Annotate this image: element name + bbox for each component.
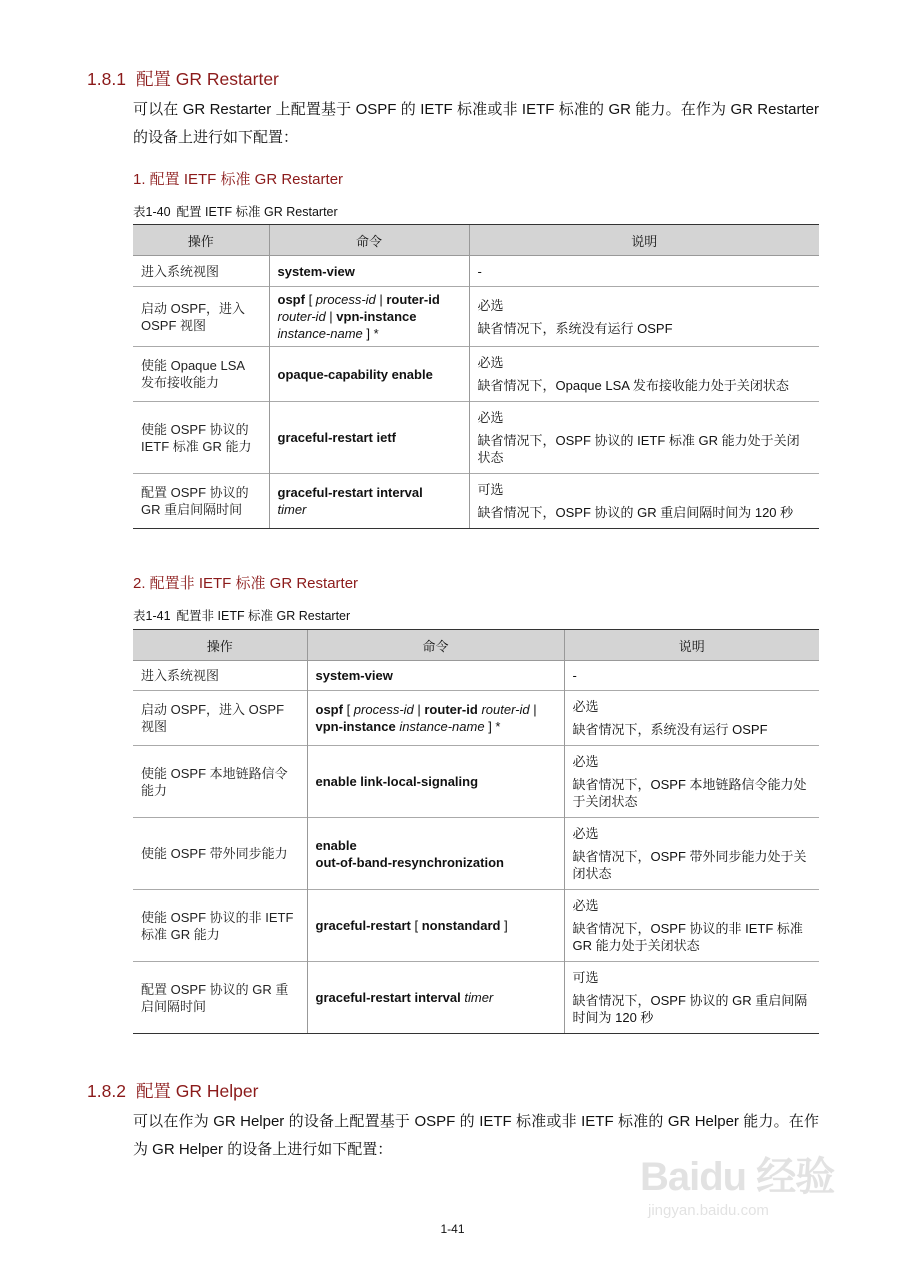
cell-description — [469, 287, 819, 347]
table-row — [133, 818, 819, 890]
table-row — [133, 890, 819, 962]
description-text: 缺省情况下，OSPF 协议的非 IETF 标准 GR 能力处于关闭状态 — [572, 921, 803, 953]
cmd-keyword: ospf — [277, 292, 305, 307]
table-row — [133, 691, 819, 746]
cell-operation: 使能 Opaque LSA 发布接收能力 — [133, 347, 269, 402]
section-heading-1-8-2 — [87, 1078, 258, 1103]
cmd-keyword: router-id — [424, 702, 478, 717]
description-text: 缺省情况下，系统没有运行 OSPF — [572, 722, 768, 737]
cmd-param: router-id — [481, 702, 530, 717]
description-text: 缺省情况下，OSPF 本地链路信令能力处于关闭状态 — [572, 777, 807, 809]
cmd-keyword: ospf — [315, 702, 343, 717]
table-non-ietf-gr-restarter — [133, 629, 819, 1034]
requirement: 必选 — [572, 898, 599, 913]
requirement: 必选 — [572, 754, 599, 769]
cmd-keyword: out-of-band-resynchronization — [315, 854, 504, 870]
cell-operation: 使能 OSPF 协议的非 IETF 标准 GR 能力 — [133, 890, 307, 962]
cell-command — [307, 746, 564, 818]
cmd-syntax: ] — [500, 918, 508, 933]
cell-description: - — [469, 256, 819, 287]
cmd-param: router-id — [277, 309, 326, 324]
cell-operation: 配置 OSPF 协议的 GR 重启间隔时间 — [133, 474, 269, 529]
table-row — [133, 347, 819, 402]
requirement: 必选 — [477, 410, 504, 425]
table-row — [133, 287, 819, 347]
table-header-row — [133, 630, 819, 661]
cmd-syntax: [ — [304, 292, 316, 307]
table-row — [133, 256, 819, 287]
section-title: 配置 GR Helper — [135, 1081, 259, 1101]
cmd-keyword: graceful-restart ietf — [277, 430, 396, 445]
cell-operation: 使能 OSPF 协议的 IETF 标准 GR 能力 — [133, 402, 269, 474]
cell-command — [269, 474, 469, 529]
cmd-keyword: system-view — [315, 668, 393, 683]
cmd-keyword: graceful-restart interval — [277, 485, 423, 500]
table-row — [133, 402, 819, 474]
header-description: 说明 — [469, 225, 819, 256]
section-intro-paragraph: 可以在作为 GR Helper 的设备上配置基于 OSPF 的 IETF 标准或非 IETF 标准的 GR Helper 能力。在作为 GR Helper 的设备上进行如下配置： — [133, 1113, 819, 1158]
description-text: 缺省情况下，系统没有运行 OSPF — [477, 320, 673, 336]
cell-command — [307, 661, 564, 691]
cell-description — [564, 890, 819, 962]
caption-number: 表1-40 — [133, 205, 171, 219]
cell-operation: 启动 OSPF，进入 OSPF 视图 — [133, 691, 307, 746]
cmd-syntax: | — [413, 702, 425, 717]
cell-operation: 使能 OSPF 带外同步能力 — [133, 818, 307, 890]
cmd-param: process-id — [315, 292, 376, 307]
cmd-syntax: | — [375, 292, 387, 307]
cmd-keyword: system-view — [277, 263, 355, 279]
cell-command — [307, 691, 564, 746]
subsection-heading-non-ietf: 2. 配置非 IETF 标准 GR Restarter — [133, 575, 359, 592]
cmd-syntax: | — [529, 702, 537, 717]
table-row — [133, 962, 819, 1034]
cell-operation: 使能 OSPF 本地链路信令能力 — [133, 746, 307, 818]
table-row — [133, 474, 819, 529]
cell-description — [564, 746, 819, 818]
header-command: 命令 — [269, 225, 469, 256]
caption-text: 配置 IETF 标准 GR Restarter — [176, 205, 338, 219]
requirement: 可选 — [572, 970, 599, 985]
requirement: 必选 — [477, 355, 504, 370]
cell-description — [564, 962, 819, 1034]
cell-description — [564, 818, 819, 890]
page-number: 1-41 — [440, 1222, 465, 1236]
subsection-heading-ietf: 1. 配置 IETF 标准 GR Restarter — [133, 171, 344, 188]
requirement: 必选 — [572, 826, 599, 841]
cmd-keyword: vpn-instance — [336, 309, 417, 324]
cmd-param: timer — [277, 502, 307, 517]
section-intro-paragraph: 可以在 GR Restarter 上配置基于 OSPF 的 IETF 标准或非 IETF 标准的 GR 能力。在作为 GR Restarter 的设备上进行如下配置： — [133, 101, 819, 146]
cell-command — [307, 962, 564, 1034]
header-description: 说明 — [564, 630, 819, 661]
cmd-syntax: ] * — [362, 326, 379, 341]
table-caption-1-41 — [133, 606, 350, 624]
cell-command — [307, 818, 564, 890]
cell-operation: 启动 OSPF，进入 OSPF 视图 — [133, 287, 269, 347]
requirement: 必选 — [477, 297, 504, 313]
watermark-brand: Baidu 经验 — [640, 1155, 835, 1199]
cell-command — [269, 347, 469, 402]
cell-description — [469, 474, 819, 529]
cmd-syntax: ] * — [484, 719, 501, 734]
section-heading-1-8-1 — [87, 66, 279, 91]
cell-command — [269, 402, 469, 474]
cell-command — [269, 287, 469, 347]
cmd-syntax: [ — [410, 918, 422, 933]
cmd-param: instance-name — [399, 719, 485, 734]
header-operation: 操作 — [133, 225, 269, 256]
cmd-keyword: vpn-instance — [315, 719, 396, 734]
cmd-keyword: opaque-capability enable — [277, 366, 433, 382]
table-row — [133, 746, 819, 818]
description-text: 缺省情况下，OSPF 协议的 IETF 标准 GR 能力处于关闭状态 — [477, 433, 800, 465]
cmd-keyword: enable — [315, 837, 357, 853]
cmd-syntax: [ — [342, 702, 354, 717]
description-text: 缺省情况下，OSPF 协议的 GR 重启间隔时间为 120 秒 — [572, 993, 808, 1025]
cmd-param: instance-name — [277, 326, 363, 341]
table-row — [133, 661, 819, 691]
cell-description — [469, 402, 819, 474]
caption-number: 表1-41 — [133, 609, 171, 623]
cell-command — [307, 890, 564, 962]
section-number: 1.8.2 — [87, 1081, 126, 1101]
header-operation: 操作 — [133, 630, 307, 661]
cmd-keyword: nonstandard — [421, 918, 501, 933]
cmd-keyword: graceful-restart — [315, 918, 411, 933]
cmd-keyword: graceful-restart interval — [315, 990, 461, 1005]
description-text: 缺省情况下，Opaque LSA 发布接收能力处于关闭状态 — [477, 378, 789, 393]
cell-command — [269, 256, 469, 287]
table-caption-1-40 — [133, 202, 338, 220]
section-title: 配置 GR Restarter — [135, 69, 279, 89]
cmd-param: timer — [464, 990, 494, 1005]
cell-operation: 配置 OSPF 协议的 GR 重启间隔时间 — [133, 962, 307, 1034]
cell-operation: 进入系统视图 — [133, 256, 269, 287]
cmd-keyword: enable link-local-signaling — [315, 774, 479, 789]
description-text: 缺省情况下，OSPF 带外同步能力处于关闭状态 — [572, 849, 807, 881]
cell-description: - — [564, 661, 819, 691]
watermark-url: jingyan.baidu.com — [648, 1202, 769, 1219]
cmd-syntax: | — [325, 309, 337, 324]
baidu-watermark — [640, 1145, 834, 1219]
header-command: 命令 — [307, 630, 564, 661]
cmd-keyword: router-id — [386, 292, 440, 307]
cell-description — [469, 347, 819, 402]
table-ietf-gr-restarter — [133, 224, 819, 529]
caption-text: 配置非 IETF 标准 GR Restarter — [176, 609, 351, 623]
cmd-param: process-id — [353, 702, 414, 717]
requirement: 必选 — [572, 699, 599, 714]
requirement: 可选 — [477, 482, 504, 497]
cell-description — [564, 691, 819, 746]
section-number: 1.8.1 — [87, 69, 126, 89]
table-header-row — [133, 225, 819, 256]
description-text: 缺省情况下，OSPF 协议的 GR 重启间隔时间为 120 秒 — [477, 505, 794, 520]
cell-operation: 进入系统视图 — [133, 661, 307, 691]
